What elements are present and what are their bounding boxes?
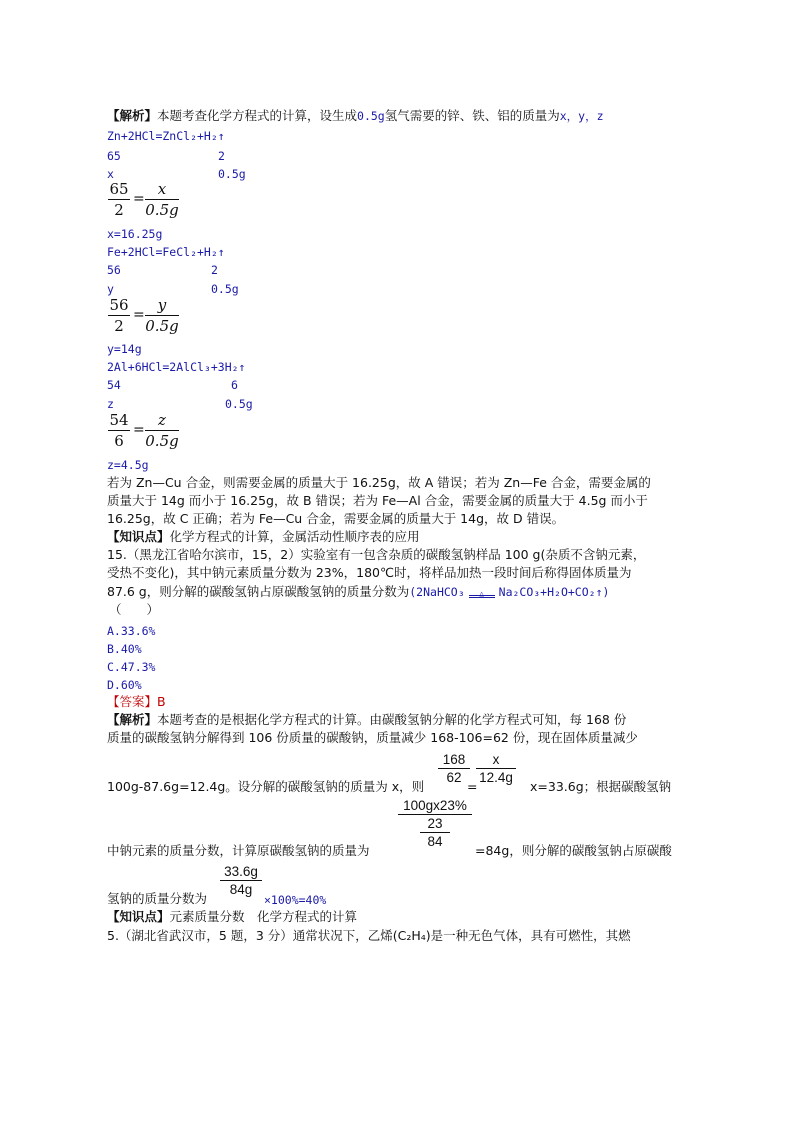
analysis-text-2: 氢气需要的锌、铁、铝的质量为 [384, 108, 560, 123]
frac-den: 0.5g [145, 432, 179, 450]
ratio-fraction-right [476, 751, 516, 786]
al-molar-mass: 54 [107, 378, 121, 392]
analysis2-line-3 [107, 779, 424, 795]
answer-blank: （ ） [109, 602, 160, 617]
ratio-fraction-left [438, 751, 470, 786]
frac-num: 33.6g [224, 864, 258, 879]
zn-equation: Zn+2HCl=ZnCl₂+H₂↑ [107, 129, 225, 143]
frac-den: 84g [229, 882, 253, 897]
frac-den: 2 [114, 201, 124, 219]
frac-num: 56 [109, 296, 129, 314]
analysis-line-1 [107, 108, 604, 124]
analysis2-line-4-end: =84g，则分解的碳酸氢钠占原碳酸 [475, 843, 672, 858]
frac-den: 62 [446, 770, 462, 785]
analysis2-line-4: 中钠元素的质量分数，计算原碳酸氢钠的质量为 [107, 843, 370, 858]
q15-line-1: 15.（黑龙江省哈尔滨市，15，2）实验室有一包含杂质的碳酸氢钠样品 100 g(杂质不含钠元素， [107, 547, 646, 562]
analysis2-line-2: 质量的碳酸氢钠分解得到 106 份质量的碳酸钠，质量减少 168-106=62 份，现在固体质量减少 [107, 730, 638, 745]
conclusion-line-3: 16.25g，故 C 正确；若为 Fe—Cu 合金，需要金属的质量大于 14g，故 D 错误。 [107, 511, 565, 526]
variables: x，y，z [559, 109, 604, 123]
equals-sign: = [133, 422, 145, 438]
zn-fraction-right [145, 180, 179, 219]
analysis2-line-5: 氢钠的质量分数为 [107, 891, 208, 906]
percent-fraction [220, 863, 262, 898]
fe-h2-mass: 0.5g [211, 282, 239, 296]
conclusion-line-2: 质量大于 14g 而小于 16.25g，故 B 错误；若为 Fe—Al 合金，需要金属的质量大于 4.5g 而小于 [107, 493, 648, 508]
frac-den: 12.4g [479, 770, 513, 785]
fe-result: y=14g [107, 342, 142, 356]
frac-num: 65 [109, 180, 129, 198]
q15-equation-left: (2NaHCO₃ [409, 585, 465, 599]
frac-num: x [157, 180, 167, 198]
q15-line-2: 受热不变化)，其中钠元素质量分数为 23%，180℃时，将样品加热一段时间后称得固体质量为 [107, 565, 632, 580]
q15-equation-right: Na₂CO₃+H₂O+CO₂↑) [498, 585, 610, 599]
answer-tag: 【答案】 [107, 694, 158, 709]
al-unknown: z [107, 397, 114, 411]
q5-line-1: 5.（湖北省武汉市，5 题，3 分）通常状况下，乙烯(C₂H₄)是一种无色气体，具有可燃性，其燃 [107, 928, 631, 943]
frac-den: 6 [114, 432, 124, 450]
frac-num: x [492, 752, 500, 767]
zn-h2-mass: 0.5g [218, 167, 246, 181]
q15-text: 87.6 g，则分解的碳酸氢钠占原碳酸氢钠的质量分数为 [107, 584, 410, 599]
al-fraction-left [108, 411, 130, 450]
fe-h2-coef: 2 [211, 263, 218, 277]
percent-result: ×100%=40% [264, 893, 327, 907]
zn-fraction-left [108, 180, 130, 219]
fe-molar-mass: 56 [107, 263, 121, 277]
frac-num: z [158, 411, 166, 429]
al-h2-coef: 6 [231, 378, 238, 392]
frac-den: 0.5g [145, 201, 179, 219]
frac-mid: 23 [427, 816, 443, 831]
fe-fraction-left [108, 296, 130, 335]
heat-arrow: △ [465, 586, 499, 602]
answer-value: B [157, 694, 166, 709]
conclusion-line-1: 若为 Zn—Cu 合金，则需要金属的质量大于 16.25g，故 A 错误；若为 Zn—Fe 合金，需要金属的 [107, 475, 651, 490]
analysis-tag: 【解析】 [107, 108, 158, 123]
zn-result: x=16.25g [107, 227, 163, 241]
kp-tag: 【知识点】 [107, 909, 170, 924]
analysis-text: 本题考查的是根据化学方程式的计算。由碳酸氢钠分解的化学方程式可知，每 168 份 [157, 712, 627, 727]
al-h2-mass: 0.5g [225, 397, 253, 411]
frac-num: y [157, 296, 167, 314]
fe-fraction-right [145, 296, 179, 335]
frac-num: 54 [109, 411, 129, 429]
compound-fraction [398, 797, 472, 850]
analysis-tag: 【解析】 [107, 712, 158, 727]
kp-text: 化学方程式的计算，金属活动性顺序表的应用 [169, 529, 420, 544]
al-equation: 2Al+6HCl=2AlCl₃+3H₂↑ [107, 360, 246, 374]
kp-text: 元素质量分数 化学方程式的计算 [169, 909, 358, 924]
zn-molar-mass: 65 [107, 149, 121, 163]
knowledge-point-1 [107, 529, 420, 545]
fe-unknown: y [107, 282, 114, 296]
option-a: A.33.6% [107, 624, 156, 638]
al-result: z=4.5g [107, 458, 149, 472]
kp-tag: 【知识点】 [107, 529, 170, 544]
analysis2-line-3-end: x=33.6g；根据碳酸氢钠 [530, 779, 672, 794]
al-fraction-right [145, 411, 179, 450]
inner-fraction [420, 815, 450, 850]
frac-den: 2 [114, 317, 124, 335]
frac-den: 0.5g [145, 317, 179, 335]
q15-line-3 [107, 584, 609, 602]
equals-sign: = [133, 191, 145, 207]
ratio-equals: = [467, 779, 478, 794]
frac-num: 168 [442, 752, 466, 767]
frac-top: 100gx23% [403, 798, 467, 813]
fe-equation: Fe+2HCl=FeCl₂+H₂↑ [107, 245, 225, 259]
option-c: C.47.3% [107, 660, 156, 674]
equals-sign: = [133, 307, 145, 323]
zn-unknown: x [107, 167, 114, 181]
analysis-text: 100g-87.6g=12.4g。设分解的碳酸氢钠的质量为 x，则 [107, 779, 425, 794]
option-b: B.40% [107, 642, 142, 656]
analysis2-line-1 [107, 712, 626, 728]
answer-line [107, 694, 166, 710]
mass-value: 0.5g [357, 109, 385, 123]
analysis-text: 本题考查化学方程式的计算，设生成 [157, 108, 358, 123]
option-d: D.60% [107, 678, 142, 692]
frac-bot: 84 [427, 834, 443, 849]
zn-h2-coef: 2 [218, 149, 225, 163]
knowledge-point-2 [107, 909, 357, 925]
